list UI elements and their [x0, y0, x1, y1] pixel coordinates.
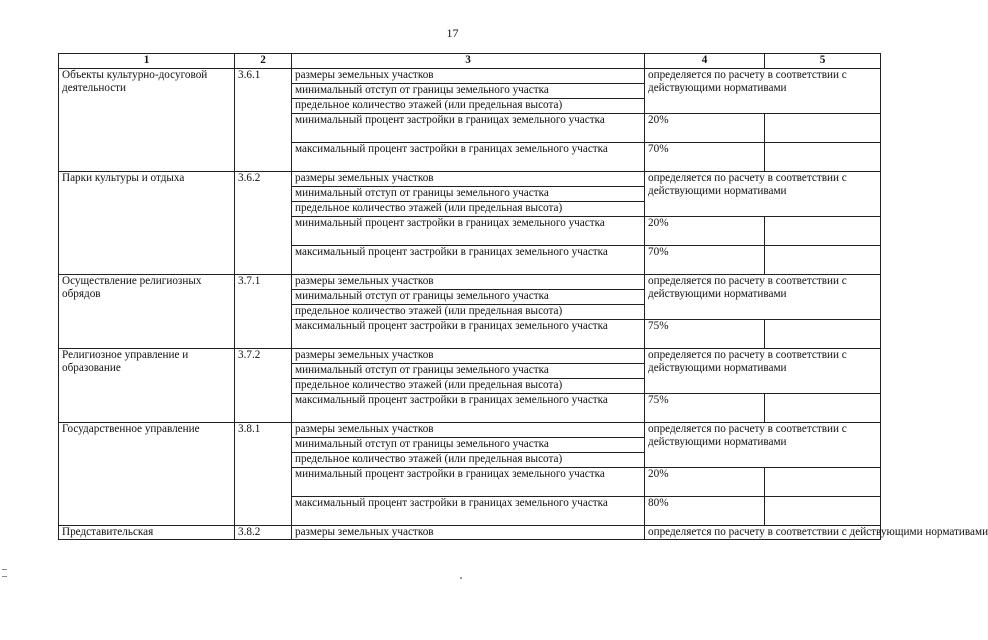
param-max-coverage-cell: максимальный процент застройки в границах земельного участка	[292, 246, 645, 275]
param-setback-cell: минимальный отступ от границы земельного участка	[292, 84, 645, 99]
min-coverage-value: 20%	[645, 217, 765, 246]
empty-cell	[765, 320, 881, 349]
header-col-1: 1	[59, 54, 235, 69]
header-col-2: 2	[235, 54, 292, 69]
param-setback-cell: минимальный отступ от границы земельного участка	[292, 438, 645, 453]
use-code-cell: 3.6.2	[235, 172, 292, 275]
param-size-cell: размеры земельных участков	[292, 349, 645, 364]
param-size-cell: размеры земельных участков	[292, 526, 645, 540]
use-code-cell: 3.8.1	[235, 423, 292, 526]
scan-dot-mark	[460, 577, 462, 579]
param-floors-cell: предельное количество этажей (или предельная высота)	[292, 202, 645, 217]
min-coverage-value: 20%	[645, 468, 765, 497]
zoning-parameters-table	[58, 53, 988, 540]
use-code-cell: 3.7.1	[235, 275, 292, 349]
use-name-cell: Представительская	[59, 526, 235, 540]
rule-text-cell: определяется по расчету в соответствии с действующими нормативами	[645, 526, 881, 540]
empty-cell	[765, 143, 881, 172]
use-name-cell: Религиозное управление и образование	[59, 349, 235, 423]
max-coverage-value: 70%	[645, 143, 765, 172]
max-coverage-value: 75%	[645, 394, 765, 423]
param-floors-cell: предельное количество этажей (или предельная высота)	[292, 379, 645, 394]
rule-text-cell: определяется по расчету в соответствии с действующими нормативами	[645, 172, 881, 217]
empty-cell	[765, 497, 881, 526]
param-setback-cell: минимальный отступ от границы земельного участка	[292, 187, 645, 202]
table-row	[59, 275, 881, 290]
param-max-coverage-cell: максимальный процент застройки в границах земельного участка	[292, 143, 645, 172]
use-code-cell: 3.7.2	[235, 349, 292, 423]
table-row	[59, 349, 881, 364]
rule-text-cell: определяется по расчету в соответствии с действующими нормативами	[645, 69, 881, 114]
rule-text-cell: определяется по расчету в соответствии с действующими нормативами	[645, 423, 881, 468]
empty-cell	[765, 394, 881, 423]
param-size-cell: размеры земельных участков	[292, 172, 645, 187]
param-min-coverage-cell: минимальный процент застройки в границах земельного участка	[292, 114, 645, 143]
table-row	[59, 526, 881, 540]
use-code-cell: 3.6.1	[235, 69, 292, 172]
param-min-coverage-cell: минимальный процент застройки в границах земельного участка	[292, 468, 645, 497]
param-min-coverage-cell: минимальный процент застройки в границах земельного участка	[292, 217, 645, 246]
param-size-cell: размеры земельных участков	[292, 275, 645, 290]
use-name-cell: Осуществление религиозных обрядов	[59, 275, 235, 349]
param-setback-cell: минимальный отступ от границы земельного участка	[292, 290, 645, 305]
rule-text-cell: определяется по расчету в соответствии с действующими нормативами	[645, 275, 881, 320]
param-size-cell: размеры земельных участков	[292, 69, 645, 84]
empty-cell	[765, 246, 881, 275]
param-max-coverage-cell: максимальный процент застройки в границах земельного участка	[292, 320, 645, 349]
empty-cell	[765, 114, 881, 143]
use-name-cell: Государственное управление	[59, 423, 235, 526]
header-col-5: 5	[765, 54, 881, 69]
param-floors-cell: предельное количество этажей (или предельная высота)	[292, 99, 645, 114]
use-code-cell: 3.8.2	[235, 526, 292, 540]
use-name-cell: Парки культуры и отдыха	[59, 172, 235, 275]
param-setback-cell: минимальный отступ от границы земельного участка	[292, 364, 645, 379]
header-col-4: 4	[645, 54, 765, 69]
header-col-3: 3	[292, 54, 645, 69]
param-size-cell: размеры земельных участков	[292, 423, 645, 438]
min-coverage-value: 20%	[645, 114, 765, 143]
empty-cell	[765, 468, 881, 497]
table-row	[59, 423, 881, 438]
rule-text-cell: определяется по расчету в соответствии с действующими нормативами	[645, 349, 881, 394]
table-row	[59, 172, 881, 187]
header-row	[59, 54, 881, 69]
page-number: 17	[446, 26, 459, 40]
use-name-cell: Объекты культурно-досуговой деятельности	[59, 69, 235, 172]
param-floors-cell: предельное количество этажей (или предельная высота)	[292, 453, 645, 468]
max-coverage-value: 75%	[645, 320, 765, 349]
param-floors-cell: предельное количество этажей (или предельная высота)	[292, 305, 645, 320]
max-coverage-value: 70%	[645, 246, 765, 275]
max-coverage-value: 80%	[645, 497, 765, 526]
table-row	[59, 69, 881, 84]
param-max-coverage-cell: максимальный процент застройки в границах земельного участка	[292, 497, 645, 526]
scan-margin-mark	[2, 569, 7, 577]
param-max-coverage-cell: максимальный процент застройки в границах земельного участка	[292, 394, 645, 423]
empty-cell	[765, 217, 881, 246]
